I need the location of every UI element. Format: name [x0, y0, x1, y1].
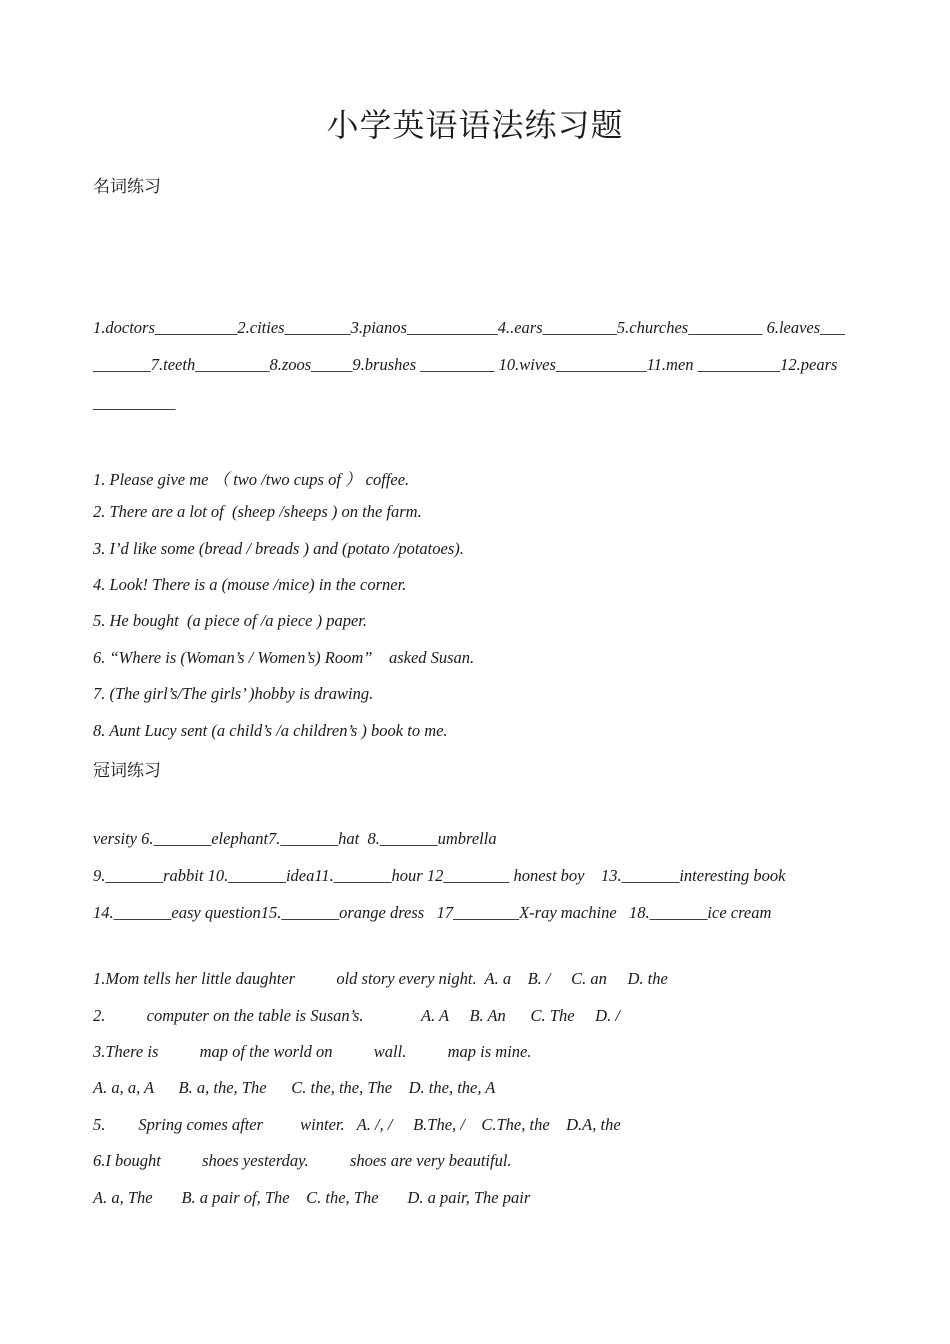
- noun-question: 7. (The girl’s/The girls’ )hobby is drawing.: [93, 684, 374, 703]
- section-heading-articles: 冠词练习: [93, 761, 161, 781]
- article-mc-line: 3.There is map of the world on wall. map is mine.: [93, 1042, 532, 1061]
- plural-line: 1.doctors__________2.cities________3.pianos___________4..ears_________5.churches_________ 6.leaves___: [93, 318, 845, 337]
- noun-question: 6. “Where is (Woman’s / Women’s) Room” asked Susan.: [93, 648, 475, 667]
- article-fill-line: versity 6._______elephant7._______hat 8._______umbrella: [93, 829, 497, 848]
- noun-question: 4. Look! There is a (mouse /mice) in the corner.: [93, 575, 407, 594]
- article-mc-line: 5. Spring comes after winter. A. /, / B.The, / C.The, the D.A, the: [93, 1115, 621, 1134]
- plural-line: _______7.teeth_________8.zoos_____9.brushes _________ 10.wives___________11.men __________12.pears: [93, 355, 838, 374]
- article-mc-line: 6.I bought shoes yesterday. shoes are very beautiful.: [93, 1151, 512, 1170]
- page-title: 小学英语语法练习题: [326, 106, 624, 144]
- article-mc-line: 1.Mom tells her little daughter old story every night. A. a B. / C. an D. the: [93, 969, 668, 988]
- noun-question: 8. Aunt Lucy sent (a child’s /a children’s ) book to me.: [93, 721, 448, 740]
- noun-question: 2. There are a lot of (sheep /sheeps ) on the farm.: [93, 502, 422, 521]
- noun-question: 1. Please give me （ two /two cups of ） coffee.: [93, 470, 410, 489]
- article-mc-line: 2. computer on the table is Susan’s. A. A B. An C. The D. /: [93, 1006, 620, 1025]
- article-mc-line: A. a, a, A B. a, the, The C. the, the, The D. the, the, A: [93, 1078, 496, 1097]
- section-heading-nouns: 名词练习: [93, 177, 161, 197]
- plural-line: __________: [93, 393, 176, 412]
- article-mc-line: A. a, The B. a pair of, The C. the, The D. a pair, The pair: [93, 1188, 531, 1207]
- article-fill-line: 14._______easy question15._______orange dress 17________X-ray machine 18._______ice cream: [93, 903, 772, 922]
- noun-question: 3. I’d like some (bread / breads ) and (potato /potatoes).: [93, 539, 464, 558]
- noun-question: 5. He bought (a piece of /a piece ) paper.: [93, 611, 368, 630]
- article-fill-line: 9._______rabbit 10._______idea11._______hour 12________ honest boy 13._______interesting book: [93, 866, 786, 885]
